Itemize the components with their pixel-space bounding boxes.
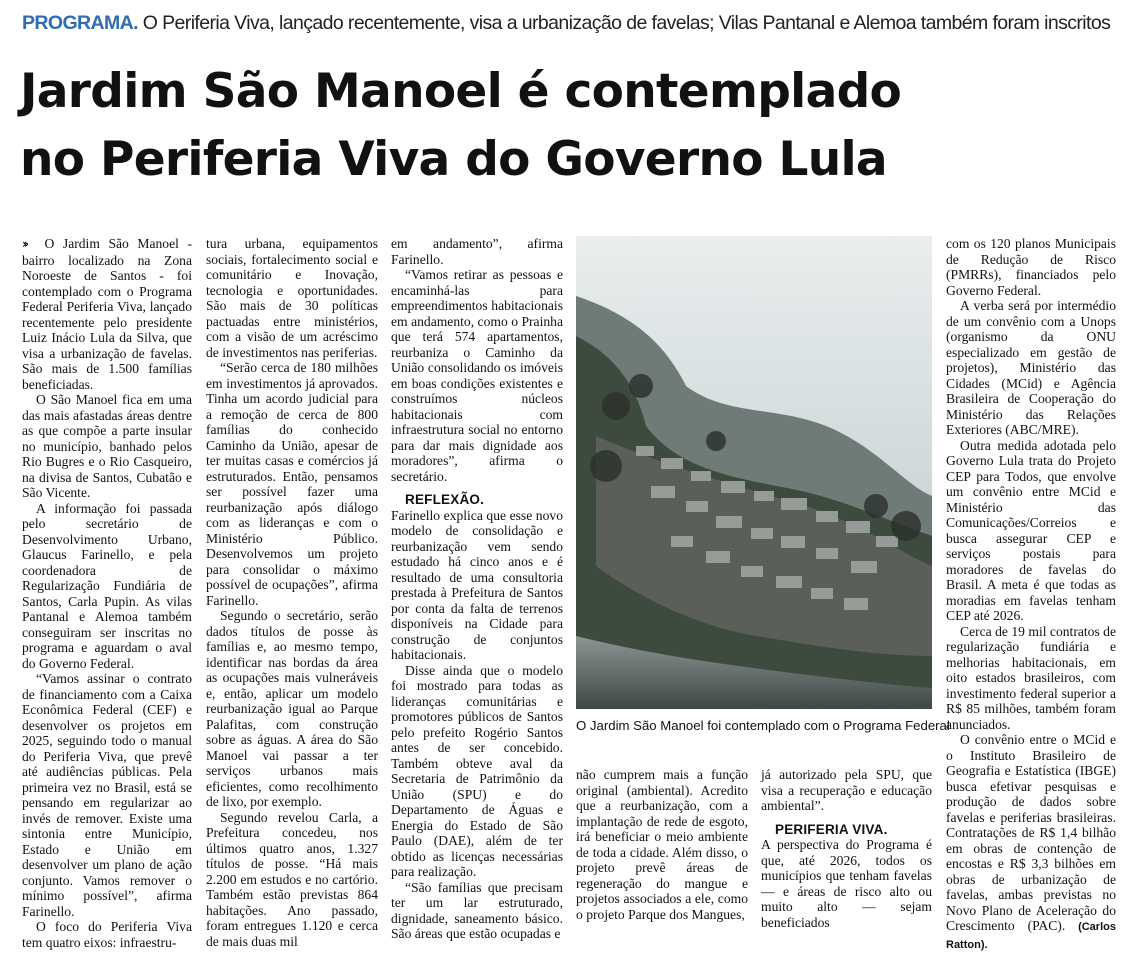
paragraph: tura urbana, equipamentos sociais, fortalecimento social e comunitário e Inovação, tecnologia e oportunidades. São mais de 30 políticas pactuadas entre ministérios, com a visão de um acréscimo de investimentos nas periferias.	[206, 236, 378, 360]
paragraph	[22, 236, 192, 392]
kicker-tag: PROGRAMA.	[22, 12, 138, 34]
kicker-text: O Periferia Viva, lançado recentemente, visa a urbanização de favelas; Vilas Pantanal e Alemoa também foram inscritos	[142, 12, 1111, 34]
column-1	[22, 236, 192, 950]
headline-line-1: Jardim São Manoel é contemplado	[20, 64, 902, 119]
headline-line-2: no Periferia Viva do Governo Lula	[20, 132, 887, 187]
paragraph: Farinello explica que esse novo modelo de consolidação e reurbanização vem sendo estudado há cinco anos e é resultado de uma consultoria prestada à Prefeitura de Santos por conta da falta de terrenos disponíveis na Cidade para construção de conjuntos habitacionais.	[391, 507, 563, 662]
paragraph: A perspectiva do Programa é que, até 2026, todos os municípios que tenham favelas — e áreas de risco alto ou muito alto — sejam beneficiados	[761, 837, 932, 930]
paragraph	[946, 732, 1116, 953]
paragraph-text: O Jardim São Manoel - bairro localizado na Zona Noroeste de Santos - foi contemplado com o Programa Federal Periferia Viva, lançado recentemente pelo presidente Luiz Inácio Lula da Silva, que visa a urbanização de favelas. São mais de 1.500 famílias beneficiadas.	[22, 236, 192, 392]
paragraph: Segundo o secretário, serão dados títulos de posse às famílias e, ao mesmo tempo, identificar nas bordas da área as ocupações mais vulneráveis e, então, aplicar um modelo reurbanização igual ao Parque Palafitas, com construção sobre as águas. A área do São Manoel vai passar a ter serviços urbanos mais eficientes, como recolhimento de lixo, por exemplo.	[206, 608, 378, 809]
paragraph: A verba será por intermédio de um convênio com a Unops (organismo da ONU especializado em gestão de projetos), Ministério das Cidades (MCid) e Agência Brasileira de Cooperação do Ministério das Relações Exteriores (ABC/MRE).	[946, 298, 1116, 437]
paragraph: “Vamos assinar o contrato de financiamento com a Caixa Econômica Federal (CEF) e desenvolver os projetos em 2025, seguindo todo o manual do Periferia Viva, que prevê até audiências públicas. Pela primeira vez no Brasil, está se pensando em regularizar ao invés de remover. Existe uma sintonia entre Município, Estado e União em desenvolver um plano de ação conjunto. Vamos remover o mínimo possível”, afirma Farinello.	[22, 671, 192, 919]
paragraph: Cerca de 19 mil contratos de regularização fundiária e melhorias habitacionais, em oito estados brasileiros, com investimento federal superior a R$ 85 milhões, também foram anunciados.	[946, 623, 1116, 732]
aerial-favela-image	[576, 236, 932, 709]
subheading-reflexao: REFLEXÃO.	[405, 492, 485, 507]
column-5	[761, 767, 932, 930]
column-2	[206, 236, 378, 949]
column-4	[576, 767, 748, 922]
paragraph: Disse ainda que o modelo foi mostrado para todas as lideranças comunitárias e promotores públicos de Santos pelo prefeito Rogério Santos antes de ser concebido. Também obteve aval da Secretaria de Patrimônio da União (SPU) e do Departamento de Águas e Energia do Estado de São Paulo (DAE), além de ter obtido as licenças necessárias para realização.	[391, 662, 563, 879]
paragraph: em andamento”, afirma Farinello.	[391, 236, 563, 267]
paragraph-text: O convênio entre o MCid e o Instituto Brasileiro de Geografia e Estatística (IBGE) busca efetivar pesquisas e produção de dados sobre favelas e periferias brasileiras. Contratações de R$ 1,4 bilhão em obras de contenção de encostas e R$ 3,3 bilhões em obras de urbanização de favelas, ambas previstas no Novo Plano de Aceleração do Crescimento (PAC).	[946, 732, 1116, 933]
paragraph: já autorizado pela SPU, que visa a recuperação e educação ambiental”.	[761, 767, 932, 813]
news-photo	[576, 236, 932, 709]
paragraph: com os 120 planos Municipais de Redução de Risco (PMRRs), financiados pelo Governo Federal.	[946, 236, 1116, 298]
column-6	[946, 236, 1116, 953]
author-signature: (Carlos Ratton).	[946, 921, 1116, 951]
chevron-right-icon: ››	[22, 237, 26, 251]
photo-credit: REPRODUÇÃO/FACEBOOK - ANTÔNIO CARLOS BANHA	[751, 702, 932, 709]
paragraph: “Vamos retirar as pessoas e encaminhá-las para empreendimentos habitacionais em andamento, como o Prainha que terá 574 apartamentos, reurbaniza o Caminho da União consolidando os imóveis em boas condições existentes e construímos núcleos habitacionais com infraestrutura social no entorno para dar mais dignidade aos moradores”, afirma o secretário.	[391, 267, 563, 484]
paragraph: A informação foi passada pelo secretário de Desenvolvimento Urbano, Glaucus Farinello, e pela coordenadora de Regularização Fundiária de Santos, Carla Pupin. As vilas Pantanal e Alemoa também conseguiram ser inscritas no programa e aguardam o aval do Governo Federal.	[22, 500, 192, 671]
paragraph: O São Manoel fica em uma das mais afastadas áreas dentre as que compõe a parte insular no município, banhado pelos Rio Bugres e o Rio Casqueiro, na divisa de Santos, Cubatão e São Vicente.	[22, 392, 192, 500]
headline	[20, 58, 1120, 194]
subheading-periferia-viva: PERIFERIA VIVA.	[775, 821, 888, 837]
photo-caption: O Jardim São Manoel foi contemplado com o Programa Federal	[576, 718, 950, 733]
paragraph: “Serão cerca de 180 milhões em investimentos já aprovados. Tinha um acordo judicial para a remoção de cerca de 800 famílias do conhecido Caminho da União, apesar de ter muitas casas e comércios já estruturados. Então, pensamos ser possível fazer uma reurbanização após diálogo com as lideranças e com o Ministério Público. Desenvolvemos um projeto para consolidar o máximo possível de ocupações”, afirma Farinello.	[206, 360, 378, 608]
paragraph: O foco do Periferia Viva tem quatro eixos: infraestru-	[22, 919, 192, 950]
paragraph: Outra medida adotada pelo Governo Lula trata do Projeto CEP para Todos, que envolve um convênio entre MCid e Ministério das Comunicações/Correios e busca assegurar CEP e serviços postais para moradores de favelas do Brasil. A meta é que todas as moradias em favelas tenham CEP até 2026.	[946, 437, 1116, 623]
column-3	[391, 236, 563, 942]
paragraph: Segundo revelou Carla, a Prefeitura concedeu, nos últimos quatro anos, 1.327 títulos de posse. “Há mais 2.200 em estudos e no cartório. Também estão previstas 864 habitações. Ano passado, foram entregues 1.120 e cerca de mais duas mil	[206, 809, 378, 949]
kicker	[22, 12, 1122, 35]
paragraph: não cumprem mais a função original (ambiental). Acredito que a reurbanização, com a implantação de rede de esgoto, irá beneficiar o meio ambiente de toda a cidade. Além disso, o projeto prevê áreas de regeneração do mangue e projetos associados a ele, como o projeto Parque dos Mangues,	[576, 767, 748, 922]
paragraph: “São famílias que precisam ter um lar estruturado, dignidade, saneamento básico. São áreas que estão ocupadas e	[391, 879, 563, 941]
